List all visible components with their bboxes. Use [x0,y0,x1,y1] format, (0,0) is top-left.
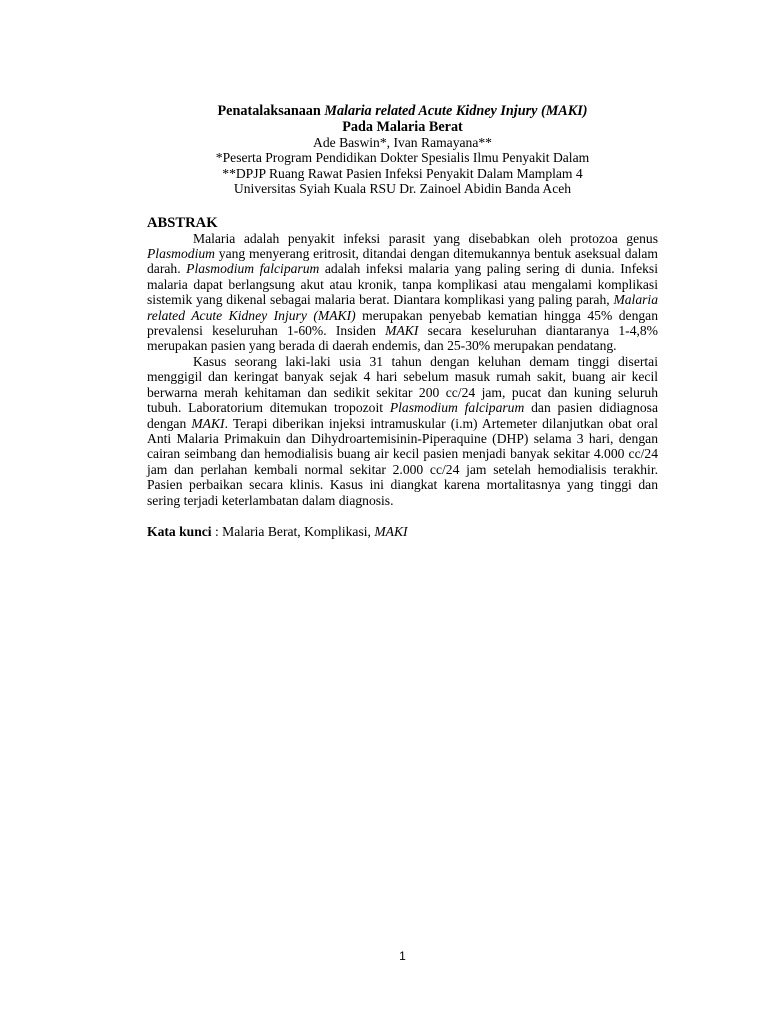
italic-run: MAKI [191,415,225,431]
affiliation-1: *Peserta Program Pendidikan Dokter Spesialis Ilmu Penyakit Dalam [215,150,590,166]
italic-run: MAKI [385,323,419,339]
text-run: yang menyerang eritrosit, ditandai dengan ditemukannya bentuk aseksual dalam darah. [147,246,658,277]
affiliation-2: **DPJP Ruang Rawat Pasien Infeksi Penyakit Dalam Mamplam 4 [222,165,583,181]
title-line-2: Pada Malaria Berat [342,119,463,135]
text-run: adalah infeksi malaria yang paling sering di dunia. Infeksi malaria dapat berlangsung akut atau kronik, tanpa komplikasi atau mengalami komplikasi sistemik yang dikenal sebagai malaria berat. Diantara komplikasi yang paling parah, [147,261,658,308]
affiliation-3: Universitas Syiah Kuala RSU Dr. Zainoel Abidin Banda Aceh [233,181,572,197]
italic-run: Plasmodium [147,246,215,262]
title-prefix: Penatalaksanaan [217,103,325,119]
paper-page [147,103,658,539]
text-run: dan pasien didiagnosa dengan [147,400,659,431]
text-run: Malaria adalah penyakit infeksi parasit yang disebabkan oleh protozoa genus [193,230,658,246]
abstract-paragraph-2 [147,354,658,508]
paper-title [147,103,658,135]
abstract-paragraph-1 [147,231,658,354]
keywords [147,524,658,539]
text-run: Kasus seorang laki-laki usia 31 tahun dengan keluhan demam tinggi disertai menggigil dan keringat banyak sejak 4 hari sebelum masuk rumah sakit, buang air kecil berwarna merah kehitaman dan sedikit sekitar 200 cc/24 jam, pucat dan kuning seluruh tubuh. Laboratorium ditemukan tropozoit [147,353,658,416]
keywords-italic: MAKI [374,523,408,539]
page-number: 1 [399,949,406,963]
keywords-text: Malaria Berat, Komplikasi, [222,523,375,539]
keywords-separator: : [211,523,223,539]
title-italic: Malaria related Acute Kidney Injury (MAKI) [324,103,588,119]
title-line-1 [147,103,658,119]
text-run: merupakan penyebab kematian hingga 45% dengan prevalensi keseluruhan 1-60%. Insiden [147,307,659,339]
abstract-heading: ABSTRAK [147,214,218,231]
italic-run: Plasmodium falciparum [389,400,525,416]
text-run: secara keseluruhan diantaranya 1-4,8% merupakan pasien yang berada di daerah endemis, dan 25-30% merupakan pendatang. [147,323,659,354]
authors: Ade Baswin*, Ivan Ramayana** [313,135,492,150]
italic-run: Plasmodium falciparum [186,261,320,277]
text-run: . Terapi diberikan injeksi intramuskular (i.m) Artemeter dilanjutkan obat oral Anti Malaria Primakuin dan Dihydroartemisinin-Piperaquine (DHP) selama 3 hari, dengan cairan seimbang dan hemodialisis buang air kecil pasien menjadi banyak sekitar 4.000 cc/24 jam dan perlahan kembali normal sekitar 2.000 cc/24 jam setelah hemodialisis terakhir. Pasien perbaikan secara klinis. Kasus ini diangkat karena mortalitasnya yang tinggi dan sering terjadi keterlambatan dalam diagnosis. [147,415,658,508]
keywords-label: Kata kunci [147,523,212,539]
italic-run: Malaria related Acute Kidney Injury (MAKI) [147,292,658,323]
